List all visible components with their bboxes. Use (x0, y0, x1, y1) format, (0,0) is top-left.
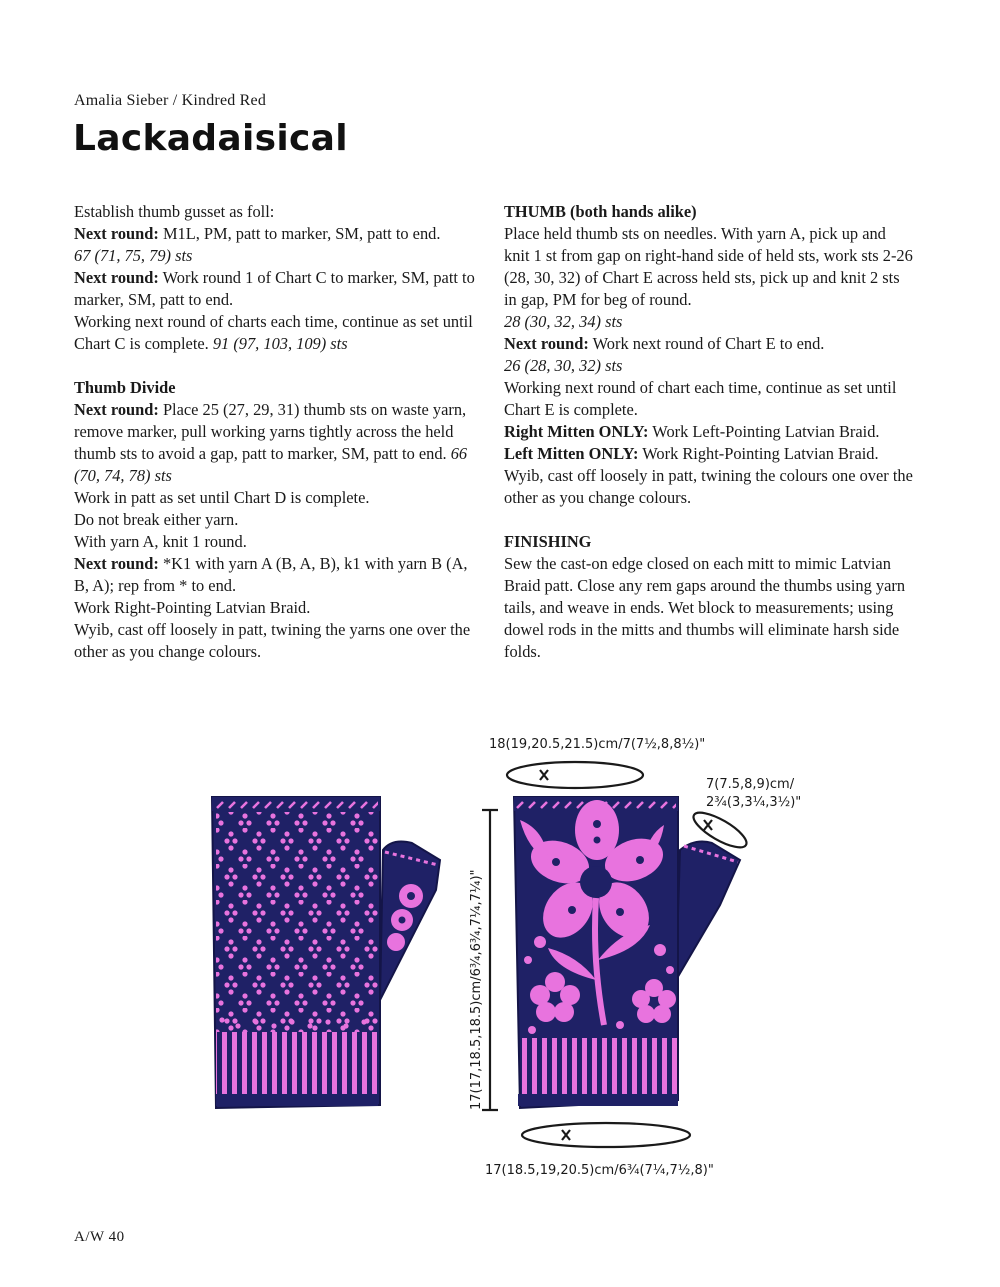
byline: Amalia Sieber / Kindred Red (74, 92, 267, 109)
stitch-count: 67 (71, 75, 79) sts (74, 246, 193, 265)
right-mitten (514, 797, 740, 1108)
step-text: Work Right-Pointing Latvian Braid. (638, 444, 879, 463)
body-step: Do not break either yarn. (74, 510, 239, 529)
ribbed-cuff (216, 1032, 378, 1096)
mitten-illustration (0, 720, 1000, 1200)
step-label: Left Mitten ONLY: (504, 444, 639, 463)
body-step: Work Right-Pointing Latvian Braid. (74, 598, 311, 617)
step-label: Next round: (74, 400, 159, 419)
thumb-circumference-label: 7(7.5,8,9)cm/ (706, 777, 795, 792)
step-label: Next round: (74, 554, 159, 573)
step-text: *K1 with yarn A (B, A, B), k1 with yarn B (A, B, A); rep from * to end. (74, 554, 468, 595)
thumb-step: Working next round of chart each time, continue as set until Chart E is complete. (504, 378, 897, 419)
body-step: With yarn A, knit 1 round. (74, 532, 247, 551)
page-title: Lackadaisical (73, 118, 348, 159)
step-label: Next round: (74, 268, 159, 287)
cuff-circumference-loop (522, 1123, 690, 1147)
dot-pattern-body (216, 812, 378, 1032)
stitch-count: 26 (28, 30, 32) sts (504, 356, 623, 375)
page-number: A/W 40 (74, 1229, 125, 1245)
step-label: Next round: (504, 334, 589, 353)
finishing-text: Sew the cast-on edge closed on each mitt to mimic Latvian Braid patt. Close any rem gaps around the thumbs using yarn tails, and weave in ends. Wet block to measurements; using dowel rods in the mitts and thumbs will eliminate harsh side folds. (504, 554, 906, 661)
thumb-divide-heading: Thumb Divide (74, 378, 176, 397)
step-label: Right Mitten ONLY: (504, 422, 649, 441)
step-label: Next round: (74, 224, 159, 243)
right-mitten-thumb (676, 842, 740, 980)
hand-circumference-label: 18(19,20.5,21.5)cm/7(7½,8,8½)" (489, 737, 706, 752)
thumb-step: Place held thumb sts on needles. With yarn A, pick up and knit 1 st from gap on right-hand side of held sts, work sts 2-26 (28, 30, 32) of Chart E across held sts, pick up and knit 2 sts in gap, PM for beg of round. (504, 224, 913, 309)
gusset-step-1 (74, 223, 484, 245)
stitch-count: 91 (97, 103, 109) sts (212, 334, 348, 353)
hand-circumference-loop (507, 762, 643, 788)
thumb-step (504, 421, 914, 443)
cuff-circumference-label: 17(18.5,19,20.5)cm/6¾(7¼,7½,8)" (485, 1163, 714, 1178)
gusset-step-2 (74, 267, 484, 311)
stitch-count: 66 (70, 74, 78) sts (74, 444, 468, 485)
body-step: Work in patt as set until Chart D is complete. (74, 488, 370, 507)
step-text: Work Left-Pointing Latvian Braid. (648, 422, 880, 441)
thumb-step (504, 443, 914, 465)
left-mitten (212, 797, 440, 1108)
body-step: Wyib, cast off loosely in patt, twining the yarns one over the other as you change colours. (74, 620, 471, 661)
length-measure-line (482, 810, 498, 1110)
thumb-heading: THUMB (both hands alike) (504, 202, 697, 221)
finishing-heading: FINISHING (504, 532, 592, 551)
instructions-left-column (74, 201, 484, 663)
length-label: 17(17,18.5,18.5)cm/6¾,6¾,7¼,7¼)" (469, 869, 484, 1110)
instructions-right-column (504, 201, 914, 663)
thumb-divide-step (74, 399, 484, 487)
body-step (74, 553, 484, 597)
latvian-braid (214, 799, 378, 809)
thumb-circumference-label: 2¾(3,3¼,3½)" (706, 795, 802, 810)
step-text: M1L, PM, patt to marker, SM, patt to end. (158, 224, 441, 243)
gusset-intro: Establish thumb gusset as foll: (74, 202, 275, 221)
step-text: Work round 1 of Chart C to marker, SM, patt to marker, SM, patt to end. (74, 268, 475, 309)
step-text: Working next round of charts each time, continue as set until Chart C is complete. (74, 312, 473, 353)
step-text: Work next round of Chart E to end. (588, 334, 825, 353)
ribbed-cuff (518, 1038, 678, 1096)
thumb-step: Wyib, cast off loosely in patt, twining the colours one over the other as you change colours. (504, 466, 913, 507)
gusset-step-3 (74, 311, 484, 355)
thumb-step (504, 333, 914, 355)
stitch-count: 28 (30, 32, 34) sts (504, 312, 623, 331)
step-text: Place 25 (27, 29, 31) thumb sts on waste yarn, remove marker, pull working yarns tightly across the held thumb sts to avoid a gap, patt to marker, SM, patt to end. (74, 400, 467, 463)
